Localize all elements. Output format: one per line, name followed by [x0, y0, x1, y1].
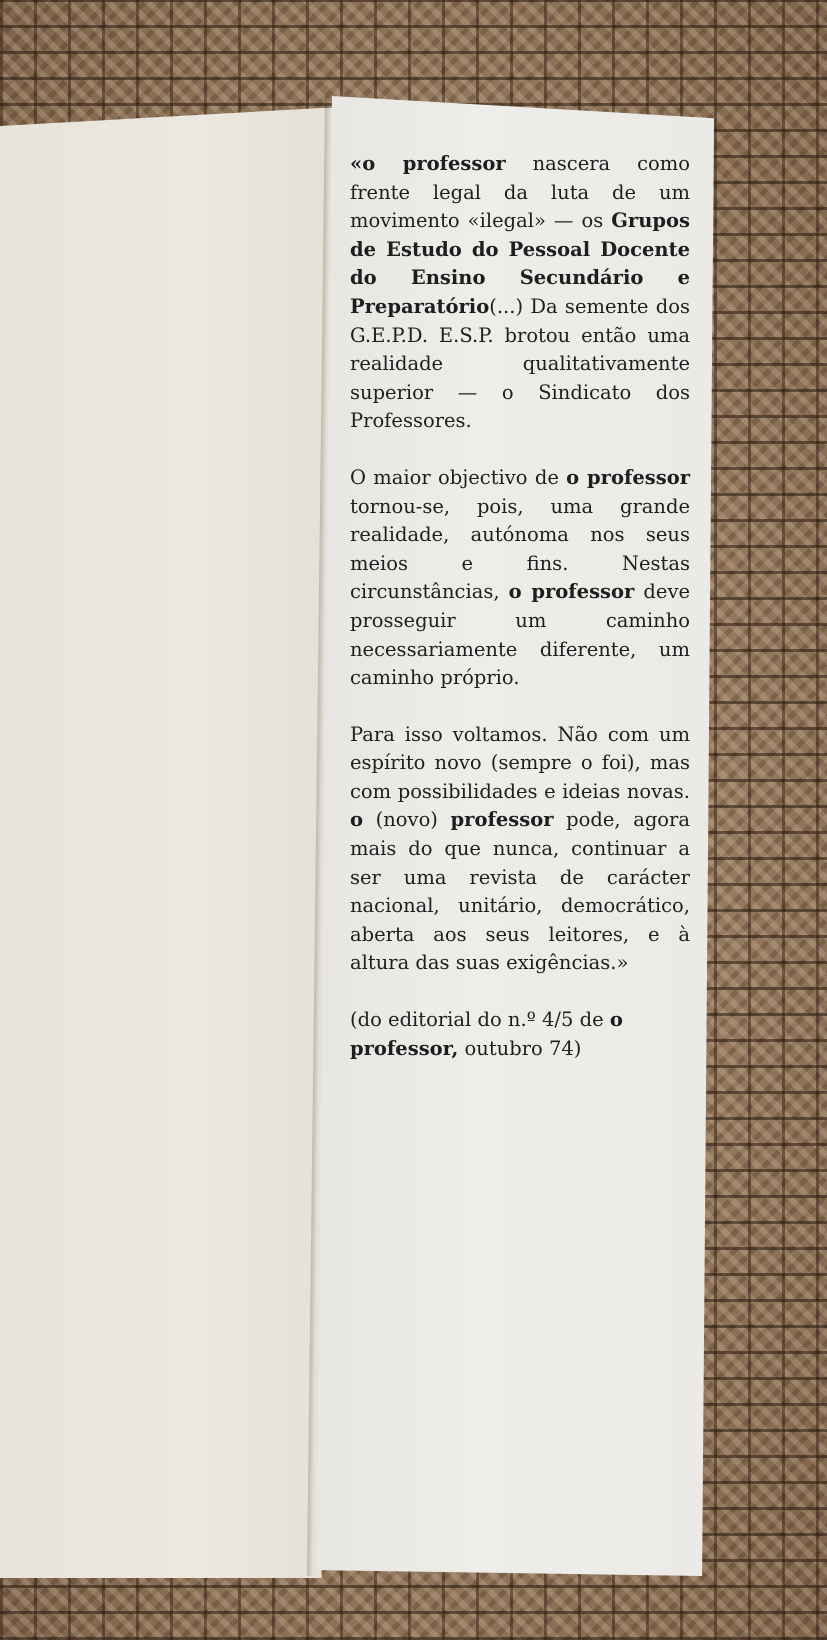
text: (do editorial do n.º 4/5 de — [350, 1008, 610, 1032]
text: Para isso voltamos. Não com um espírito novo (sempre o foi), mas com possibilidades e ideias novas. — [350, 722, 690, 803]
source-citation — [350, 1006, 690, 1063]
bold-text: o professor, — [350, 1008, 623, 1060]
text: (novo) — [363, 808, 451, 832]
bold-text: «o professor — [350, 152, 506, 175]
bold-text: o professor — [508, 580, 635, 604]
bold-text: professor — [450, 808, 554, 832]
paragraph-3 — [350, 721, 690, 978]
text: deve prosseguir um caminho necessariamente diferente, um caminho próprio. — [350, 580, 691, 690]
text: tornou-se, pois, uma grande realidade, autónoma nos seus meios e fins. Nestas circunstâncias, — [350, 494, 690, 604]
bold-text: Grupos de Estudo do Pessoal Docente do Ensino Secundário e Preparatório — [350, 209, 690, 318]
bold-text: o — [350, 808, 364, 832]
text: pode, agora mais do que nunca, continuar a ser uma revista de carácter nacional, unitário, democrático, aberta aos seus leitores, e à altura das suas exigências.» — [350, 808, 690, 975]
bold-text: o professor — [566, 465, 690, 489]
text: outubro 74) — [458, 1036, 582, 1060]
text: (...) Da semente dos G.E.P.D. E.S.P. brotou então uma realidade qualitativamente superior — o Sindicato dos Professores. — [350, 294, 690, 433]
editorial-quote — [350, 150, 690, 1091]
left-cover-flap — [0, 108, 335, 1578]
paragraph-1 — [350, 150, 690, 436]
text: nascera como frente legal da luta de um movimento «ilegal» — os — [350, 152, 690, 233]
paragraph-2 — [350, 464, 690, 693]
text: O maior objectivo de — [350, 465, 567, 489]
